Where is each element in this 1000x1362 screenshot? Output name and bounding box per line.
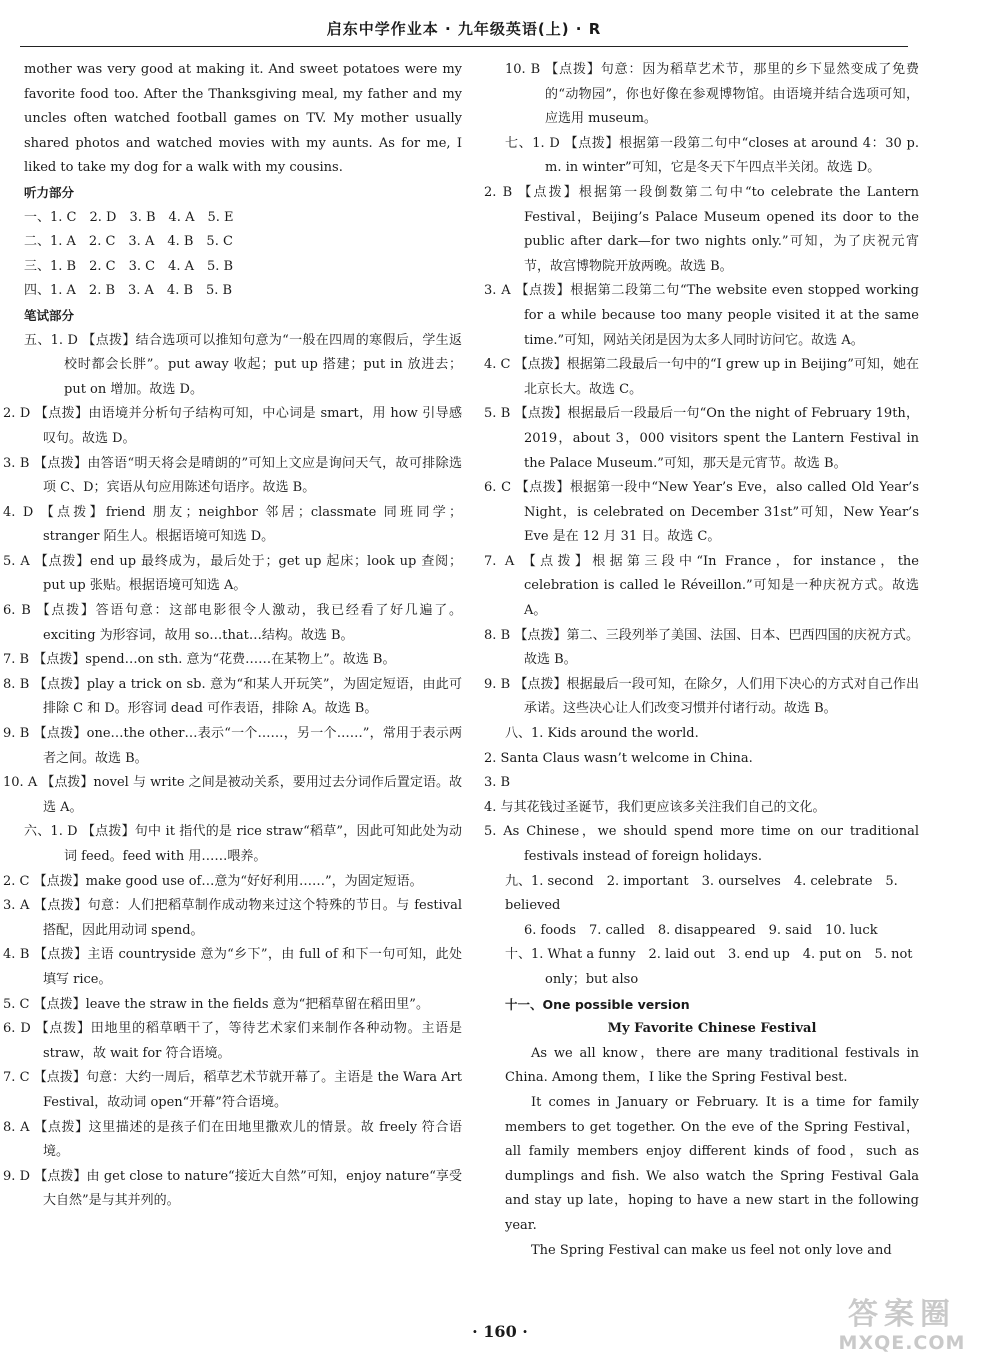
answer-8-1: 八、1. Kids around the world. bbox=[505, 726, 699, 742]
written-heading: 笔试部分 bbox=[24, 307, 75, 323]
answer-8-5: 5. As Chinese，we should spend more time on our traditional festivals instead of foreign holidays. bbox=[484, 824, 919, 864]
answer-6-3: 3. A 【点拨】句意：人们把稻草制作成动物来过这个特殊的节日。与 festival 搭配，因此用动词 spend。 bbox=[3, 898, 462, 938]
watermark-url: MXQE.COM bbox=[838, 1332, 966, 1354]
listening-heading: 听力部分 bbox=[24, 184, 75, 200]
section-11-label: 十一、One possible version bbox=[505, 996, 690, 1012]
answer-5-2: 2. D 【点拨】由语境并分析句子结构可知，中心词是 smart，用 how 引导感叹句。故选 D。 bbox=[3, 406, 462, 446]
answer-5-4: 4. D 【点拨】friend 朋友；neighbor 邻居；classmate 同班同学；stranger 陌生人。根据语境可知选 D。 bbox=[3, 504, 462, 545]
answer-5-8: 8. B 【点拨】play a trick on sb. 意为“和某人开玩笑”，为固定短语，由此可排除 C 和 D。形容词 dead 可作表语，排除 A。故选 B。 bbox=[3, 676, 462, 717]
listening-line-3: 三、1. B 2. C 3. C 4. A 5. B bbox=[24, 258, 234, 274]
answer-6-7: 7. C 【点拨】句意：大约一周后，稻草艺术节就开幕了。主语是 the Wara Art Festival，故动词 open“开幕”符合语境。 bbox=[3, 1070, 462, 1110]
answer-6-5: 5. C 【点拨】leave the straw in the fields 意为“把稻草留在稻田里”。 bbox=[3, 996, 429, 1012]
answer-7-1: 七、1. D 【点拨】根据第一段第二句中“closes at around 4：30 p. m. in winter”可知，它是冬天下午四点半关闭。故选 D。 bbox=[505, 135, 919, 176]
page-number: · 160 · bbox=[472, 1322, 528, 1341]
answer-7-4: 4. C 【点拨】根据第二段最后一句中的“I grew up in Beijing”可知，她在北京长大。故选 C。 bbox=[484, 357, 919, 397]
answer-5-6: 6. B 【点拨】答语句意：这部电影很令人激动，我已经看了好几遍了。exciting 为形容词，故用 so…that…结构。故选 B。 bbox=[3, 603, 462, 643]
answer-7-2: 2. B 【点拨】根据第一段倒数第二句中“to celebrate the Lantern Festival，Beijing’s Palace Museum opened its door to the public after dark—for two nights only.”可知，为了庆祝元宵节，故宫博物院开放两晚。故选 B。 bbox=[484, 184, 919, 274]
answer-5-3: 3. B 【点拨】由答语“明天将会是晴朗的”可知上文应是询问天气，故可排除选项 C、D；宾语从句应用陈述句语序。故选 B。 bbox=[3, 455, 462, 496]
answer-9-line-1: 九、1. second 2. important 3. ourselves 4. celebrate 5. believed bbox=[505, 873, 898, 914]
answer-5-5: 5. A 【点拨】end up 最终成为，最后处于；get up 起床；look up 查阅；put up 张贴。根据语境可知选 A。 bbox=[3, 553, 462, 594]
answer-7-5: 5. B 【点拨】根据最后一段最后一句“On the night of February 19th，2019，about 3，000 visitors spent the Lantern Festival in the Palace Museum.”可知，那天是元宵节。故选 B。 bbox=[484, 406, 919, 471]
answer-6-10: 10. B 【点拨】句意：因为稻草艺术节，那里的乡下显然变成了免费的“动物园”，你也好像在参观博物馆。由语境并结合选项可知，应选用 museum。 bbox=[505, 62, 919, 127]
answer-6-8: 8. A 【点拨】这里描述的是孩子们在田地里撒欢儿的情景。故 freely 符合语境。 bbox=[3, 1119, 462, 1160]
listening-line-2: 二、1. A 2. C 3. A 4. B 5. C bbox=[24, 234, 233, 250]
answer-10: 十、1. What a funny 2. laid out 3. end up 4. put on 5. not only；but also bbox=[505, 947, 913, 987]
essay-continuation: mother was very good at making it. And sweet potatoes were my favorite food too. After the Thanksgiving meal, my father and my uncles often watched football games on TV. My mother usually shared photos and watched movies with my aunts. As for me, I liked to take my dog for a walk with my cousins. bbox=[24, 62, 462, 176]
answer-7-8: 8. B 【点拨】第二、三段列举了美国、法国、日本、巴西四国的庆祝方式。故选 B。 bbox=[484, 627, 919, 668]
right-column bbox=[484, 58, 919, 1263]
left-column bbox=[3, 58, 462, 1214]
listening-line-4: 四、1. A 2. B 3. A 4. B 5. B bbox=[24, 283, 233, 299]
answer-6-4: 4. B 【点拨】主语 countryside 意为“乡下”，由 full of 和下一句可知，此处填写 rice。 bbox=[3, 947, 462, 987]
page-header bbox=[20, 18, 908, 47]
answer-7-7: 7. A 【点拨】根据第三段中“In France，for instance，the celebration is called le Réveillon.”可知是一种庆祝方式。故选 A。 bbox=[484, 553, 919, 619]
answer-9-line-2: 6. foods 7. called 8. disappeared 9. said 10. luck bbox=[524, 922, 878, 938]
answer-7-3: 3. A 【点拨】根据第二段第二句“The website even stopped working for a while because too many people visited it at the same time.”可知，网站关闭是因为太多人同时访问它。故选 A。 bbox=[484, 283, 919, 348]
answer-5-7: 7. B 【点拨】spend…on sth. 意为“花费……在某物上”。故选 B。 bbox=[3, 652, 396, 668]
answer-7-9: 9. B 【点拨】根据最后一段可知，在除夕，人们用下决心的方式对自己作出承诺。这些决心让人们改变习惯并付诸行动。故选 B。 bbox=[484, 676, 919, 717]
answer-8-3: 3. B bbox=[484, 775, 511, 791]
answer-6-6: 6. D 【点拨】田地里的稻草晒干了，等待艺术家们来制作各种动物。主语是 straw，故 wait for 符合语境。 bbox=[3, 1021, 462, 1061]
answer-6-1: 六、1. D 【点拨】句中 it 指代的是 rice straw“稻草”，因此可知此处为动词 feed。feed with 用……喂养。 bbox=[24, 824, 462, 864]
watermark-seal: 答案圈 bbox=[848, 1297, 956, 1332]
answer-5-10: 10. A 【点拨】novel 与 write 之间是被动关系，要用过去分词作后置定语。故选 A。 bbox=[3, 775, 462, 815]
answer-5-9: 9. B 【点拨】one…the other…表示“一个……，另一个……”，常用于表示两者之间。故选 B。 bbox=[3, 726, 462, 766]
listening-line-1: 一、1. C 2. D 3. B 4. A 5. E bbox=[24, 209, 234, 225]
answer-6-9: 9. D 【点拨】由 get close to nature“接近大自然”可知，enjoy nature“享受大自然”是与其并列的。 bbox=[3, 1168, 462, 1209]
essay-paragraph-1: As we all know，there are many traditional festivals in China. Among them，I like the Spring Festival best. bbox=[505, 1045, 919, 1086]
book-title: 启东中学作业本 · 九年级英语(上) · R bbox=[326, 20, 602, 38]
essay-paragraph-3: The Spring Festival can make us feel not only love and bbox=[531, 1242, 892, 1258]
answer-8-2: 2. Santa Claus wasn’t welcome in China. bbox=[484, 750, 753, 766]
answer-7-6: 6. C 【点拨】根据第一段中“New Year’s Eve，also called Old Year’s Night，is celebrated on December 31st”可知，New Year’s Eve 是在 12 月 31 日。故选 C。 bbox=[484, 480, 919, 545]
essay-paragraph-2: It comes in January or February. It is a time for family members to get together. On the eve of the Spring Festival，all family members enjoy different kinds of food，such as dumplings and fish. We also watch the Spring Festival Gala and stay up late，hoping to have a new start in the following year. bbox=[505, 1094, 919, 1233]
answer-6-2: 2. C 【点拨】make good use of…意为“好好利用……”，为固定短语。 bbox=[3, 873, 423, 889]
answer-8-4: 4. 与其花钱过圣诞节，我们更应该多关注我们自己的文化。 bbox=[484, 799, 826, 815]
watermark-logo bbox=[808, 1298, 996, 1358]
answer-5-1: 五、1. D 【点拨】结合选项可以推知句意为“一般在四周的寒假后，学生返校时都会长胖”。put away 收起；put up 搭建；put in 放进去；put on 增加。故选 D。 bbox=[24, 332, 462, 397]
essay-title: My Favorite Chinese Festival bbox=[607, 1021, 817, 1037]
